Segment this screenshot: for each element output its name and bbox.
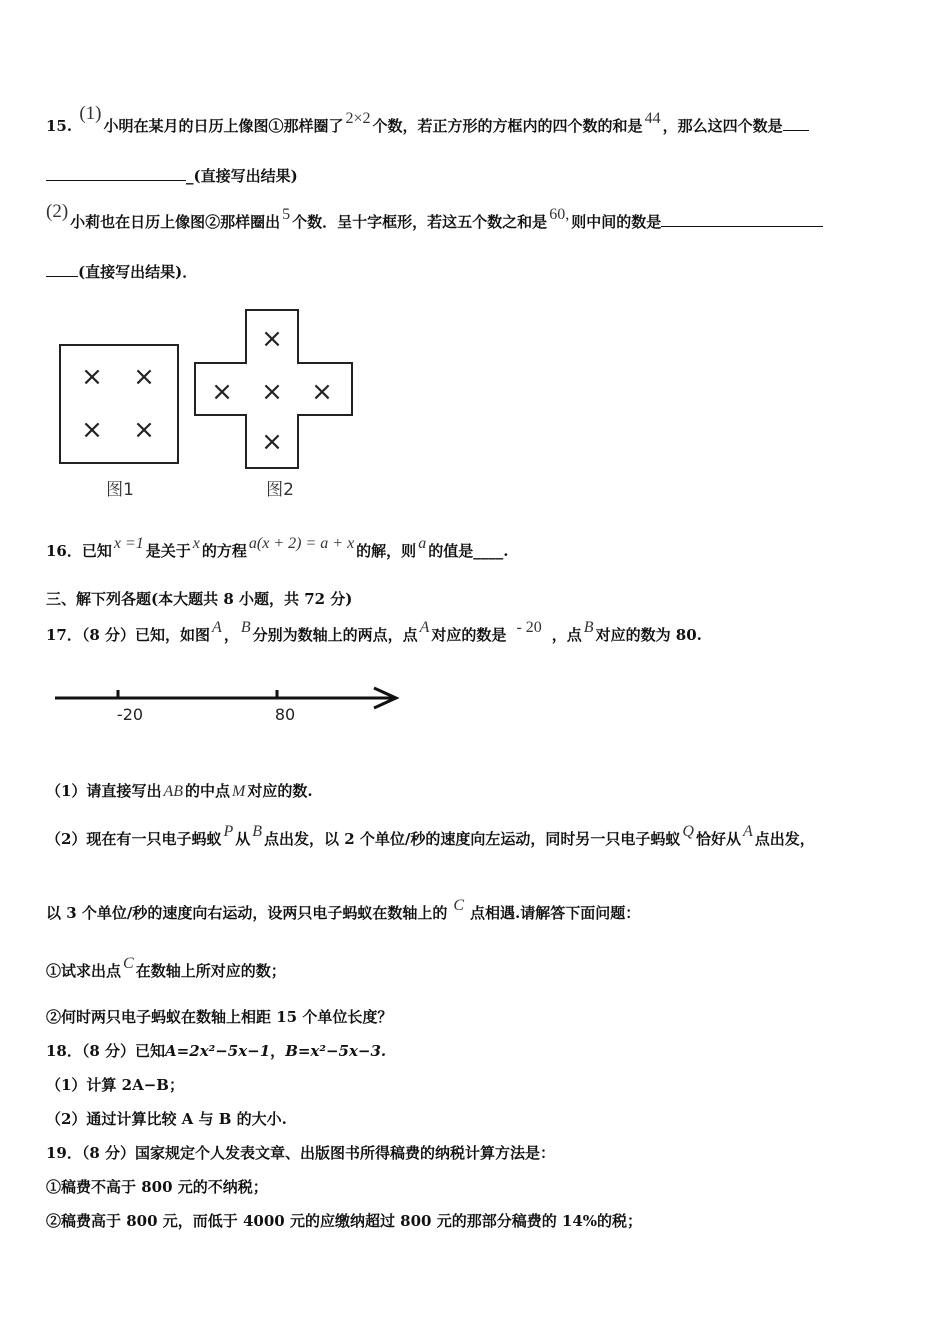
q15-line4 bbox=[46, 260, 197, 283]
q16-math-a: x =1 bbox=[113, 535, 144, 552]
q17-c2: ②何时两只电子蚂蚁在数轴上相距 15 个单位长度？ bbox=[46, 1008, 393, 1026]
q17-s1-b: 的中点 bbox=[185, 782, 231, 800]
q18-sep: ， bbox=[270, 1042, 286, 1060]
q17-c1-m: C bbox=[123, 955, 134, 972]
q17-text-b: ， bbox=[223, 626, 239, 644]
q17-math-e: B bbox=[583, 619, 594, 636]
q15-part2-text-c: 则中间的数是 bbox=[571, 213, 662, 231]
q15-answer-blank-1-cont bbox=[46, 164, 186, 181]
q17-s2-line2-b: 点相遇.请解答下面问题： bbox=[470, 904, 641, 922]
q15-part2-tail: (直接写出结果)． bbox=[78, 263, 198, 281]
q18-text-a: 18．（8 分）已知 bbox=[46, 1042, 166, 1060]
q16-line bbox=[46, 535, 509, 563]
q17-s2-b: 从 bbox=[235, 830, 251, 848]
q17-s1-a: （1）请直接写出 bbox=[46, 782, 162, 800]
q18-expr-a: A=2x²−5x−1 bbox=[165, 1042, 271, 1060]
fig2-mark-bottom: × bbox=[261, 427, 283, 457]
q17-s2-c: 点出发，以 2 个单位/秒的速度向左运动，同时另一只电子蚂蚁 bbox=[264, 830, 681, 848]
q18-expr-b: B=x²−5x−3. bbox=[285, 1042, 387, 1060]
q15-part1-mark: (1) bbox=[79, 103, 102, 124]
q16-text-a: 16．已知 bbox=[46, 542, 112, 560]
q17-c1-b: 在数轴上所对应的数； bbox=[135, 962, 286, 980]
q15-answer-blank-1 bbox=[783, 114, 809, 131]
q15-number: 15. bbox=[46, 117, 73, 135]
q15-part1-tail: _(直接写出结果) bbox=[186, 167, 298, 185]
q16-math-c: a(x + 2) = a + x bbox=[248, 535, 355, 552]
q16-text-e: 的值是____. bbox=[428, 542, 509, 560]
q15-part2-text-a: 小莉也在日历上像图②那样圈出 bbox=[70, 213, 281, 231]
fig1-mark-1: × bbox=[81, 362, 103, 392]
q15-part2-mark: (2) bbox=[46, 201, 69, 222]
fig2-mark-center: × bbox=[261, 377, 283, 407]
q17-text-e: ，点 bbox=[551, 626, 582, 644]
q17-sub2-line1 bbox=[46, 823, 815, 851]
fig1-mark-3: × bbox=[81, 415, 103, 445]
fig2-caption: 图2 bbox=[266, 480, 294, 500]
q15-part1-math-b: 44 bbox=[644, 110, 661, 127]
q17-number-line bbox=[50, 680, 410, 730]
q17-s2-m3: Q bbox=[682, 823, 694, 840]
q15-part1-text-a: 小明在某月的日历上像图①那样圈了 bbox=[103, 117, 344, 135]
fig2-mark-right: × bbox=[311, 377, 333, 407]
q16-math-b: x bbox=[192, 535, 200, 552]
q17-intro bbox=[46, 619, 702, 647]
fig1-caption: 图1 bbox=[106, 480, 134, 500]
q15-answer-blank-2-cont bbox=[46, 260, 78, 277]
fig1-mark-2: × bbox=[133, 362, 155, 392]
q17-math-b: B bbox=[240, 619, 251, 636]
q15-part2-math-b: 60, bbox=[549, 206, 570, 223]
q17-text-a: 17．（8 分）已知，如图 bbox=[46, 626, 211, 644]
q15-line1 bbox=[46, 103, 809, 138]
q15-part1-text-b: 个数，若正方形的方框内的四个数的和是 bbox=[372, 117, 643, 135]
q18-sub1: （1）计算 2A−B； bbox=[46, 1076, 184, 1094]
q15-part1-text-c: ，那么这四个数是 bbox=[662, 117, 783, 135]
q15-part1-math-a: 2×2 bbox=[345, 110, 371, 127]
q19-rule1: ①稿费不高于 800 元的不纳税； bbox=[46, 1178, 268, 1196]
q17-text-f: 对应的数为 80. bbox=[595, 626, 702, 644]
q17-s2-d: 恰好从 bbox=[695, 830, 741, 848]
q17-s1-m2: M bbox=[232, 783, 246, 800]
q15-part2-math-a: 5 bbox=[282, 206, 291, 223]
q16-math-d: a bbox=[418, 535, 427, 552]
q17-s1-c: 对应的数. bbox=[247, 782, 313, 800]
q17-math-c: A bbox=[419, 619, 430, 636]
q17-math-a: A bbox=[212, 619, 222, 636]
q18-intro bbox=[46, 1040, 386, 1062]
q16-text-c: 的方程 bbox=[201, 542, 247, 560]
q15-answer-blank-2 bbox=[661, 210, 823, 227]
fig1-mark-4: × bbox=[133, 415, 155, 445]
fig2-mark-left: × bbox=[211, 377, 233, 407]
q17-c1-a: ①试求出点 bbox=[46, 962, 122, 980]
q16-text-b: 是关于 bbox=[145, 542, 191, 560]
fig2-mark-top: × bbox=[261, 324, 283, 354]
q17-sub2-line2 bbox=[46, 897, 641, 925]
tick-label-a: -20 bbox=[116, 705, 144, 724]
q15-figures bbox=[50, 305, 370, 505]
q17-text-d: 对应的数是 bbox=[431, 626, 507, 644]
q17-s2-m2: B bbox=[252, 823, 263, 840]
q17-c1 bbox=[46, 955, 286, 983]
figure-1-square bbox=[60, 345, 178, 500]
q17-text-c: 分别为数轴上的两点，点 bbox=[252, 626, 418, 644]
q17-s2-a: （2）现在有一只电子蚂蚁 bbox=[46, 830, 222, 848]
q15-line2 bbox=[46, 164, 298, 187]
tick-label-b: 80 bbox=[274, 705, 296, 724]
q15-part2-text-b: 个数．呈十字框形，若这五个数之和是 bbox=[292, 213, 548, 231]
q17-s2-m1: P bbox=[223, 823, 234, 840]
q17-s2-m4: A bbox=[742, 823, 753, 840]
q17-s2-e: 点出发， bbox=[754, 830, 815, 848]
q15-line3 bbox=[46, 201, 823, 234]
section-3-heading: 三、解下列各题(本大题共 8 小题，共 72 分) bbox=[46, 590, 353, 608]
q17-s2-line2-m: C bbox=[453, 897, 465, 914]
q18-sub2: （2）通过计算比较 A 与 B 的大小. bbox=[46, 1110, 287, 1128]
q19-intro: 19．（8 分）国家规定个人发表文章、出版图书所得稿费的纳税计算方法是： bbox=[46, 1144, 556, 1162]
figure-2-cross bbox=[195, 310, 352, 500]
q17-sub1 bbox=[46, 780, 313, 803]
q19-rule2: ②稿费高于 800 元，而低于 4000 元的应缴纳超过 800 元的那部分稿费的 14%的税； bbox=[46, 1212, 643, 1230]
q17-s2-line2-a: 以 3 个单位/秒的速度向右运动，设两只电子蚂蚁在数轴上的 bbox=[46, 904, 448, 922]
q17-math-d: - 20 bbox=[516, 619, 542, 636]
q17-s1-m1: AB bbox=[163, 783, 183, 800]
q16-text-d: 的解，则 bbox=[356, 542, 417, 560]
